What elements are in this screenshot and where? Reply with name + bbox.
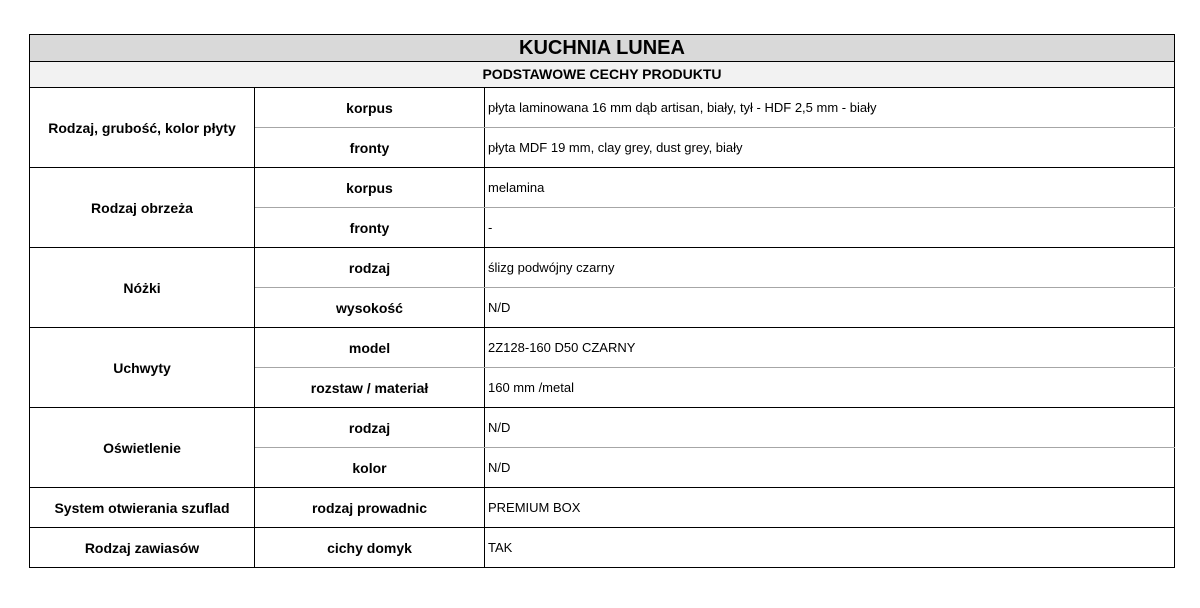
value-cell: PREMIUM BOX — [485, 488, 1175, 528]
group-label-board: Rodzaj, grubość, kolor płyty — [30, 88, 255, 168]
value-cell: 2Z128-160 D50 CZARNY — [485, 328, 1175, 368]
table-row — [30, 88, 1175, 128]
attribute-cell: rodzaj — [255, 248, 485, 288]
value-cell: N/D — [485, 408, 1175, 448]
value-cell: melamina — [485, 168, 1175, 208]
attribute-cell: fronty — [255, 128, 485, 168]
attribute-cell: rodzaj prowadnic — [255, 488, 485, 528]
group-label-edging: Rodzaj obrzeża — [30, 168, 255, 248]
attribute-cell: korpus — [255, 168, 485, 208]
value-cell: 160 mm /metal — [485, 368, 1175, 408]
table-row — [30, 248, 1175, 288]
value-cell: - — [485, 208, 1175, 248]
document-subtitle: PODSTAWOWE CECHY PRODUKTU — [30, 62, 1175, 88]
table-row — [30, 328, 1175, 368]
value-cell: płyta laminowana 16 mm dąb artisan, biały, tył - HDF 2,5 mm - biały — [485, 88, 1175, 128]
group-label-hinges: Rodzaj zawiasów — [30, 528, 255, 568]
product-spec-table — [29, 34, 1175, 568]
attribute-cell: rozstaw / materiał — [255, 368, 485, 408]
table-row — [30, 488, 1175, 528]
value-cell: N/D — [485, 288, 1175, 328]
group-label-handles: Uchwyty — [30, 328, 255, 408]
table-row — [30, 528, 1175, 568]
group-label-legs: Nóżki — [30, 248, 255, 328]
attribute-cell: fronty — [255, 208, 485, 248]
attribute-cell: korpus — [255, 88, 485, 128]
table-row — [30, 408, 1175, 448]
attribute-cell: cichy domyk — [255, 528, 485, 568]
attribute-cell: kolor — [255, 448, 485, 488]
table-row — [30, 168, 1175, 208]
value-cell: płyta MDF 19 mm, clay grey, dust grey, biały — [485, 128, 1175, 168]
attribute-cell: rodzaj — [255, 408, 485, 448]
title-row — [30, 35, 1175, 62]
value-cell: N/D — [485, 448, 1175, 488]
value-cell: TAK — [485, 528, 1175, 568]
document-title: KUCHNIA LUNEA — [30, 35, 1175, 62]
group-label-lighting: Oświetlenie — [30, 408, 255, 488]
attribute-cell: model — [255, 328, 485, 368]
value-cell: ślizg podwójny czarny — [485, 248, 1175, 288]
subtitle-row — [30, 62, 1175, 88]
group-label-drawer-system: System otwierania szuflad — [30, 488, 255, 528]
attribute-cell: wysokość — [255, 288, 485, 328]
